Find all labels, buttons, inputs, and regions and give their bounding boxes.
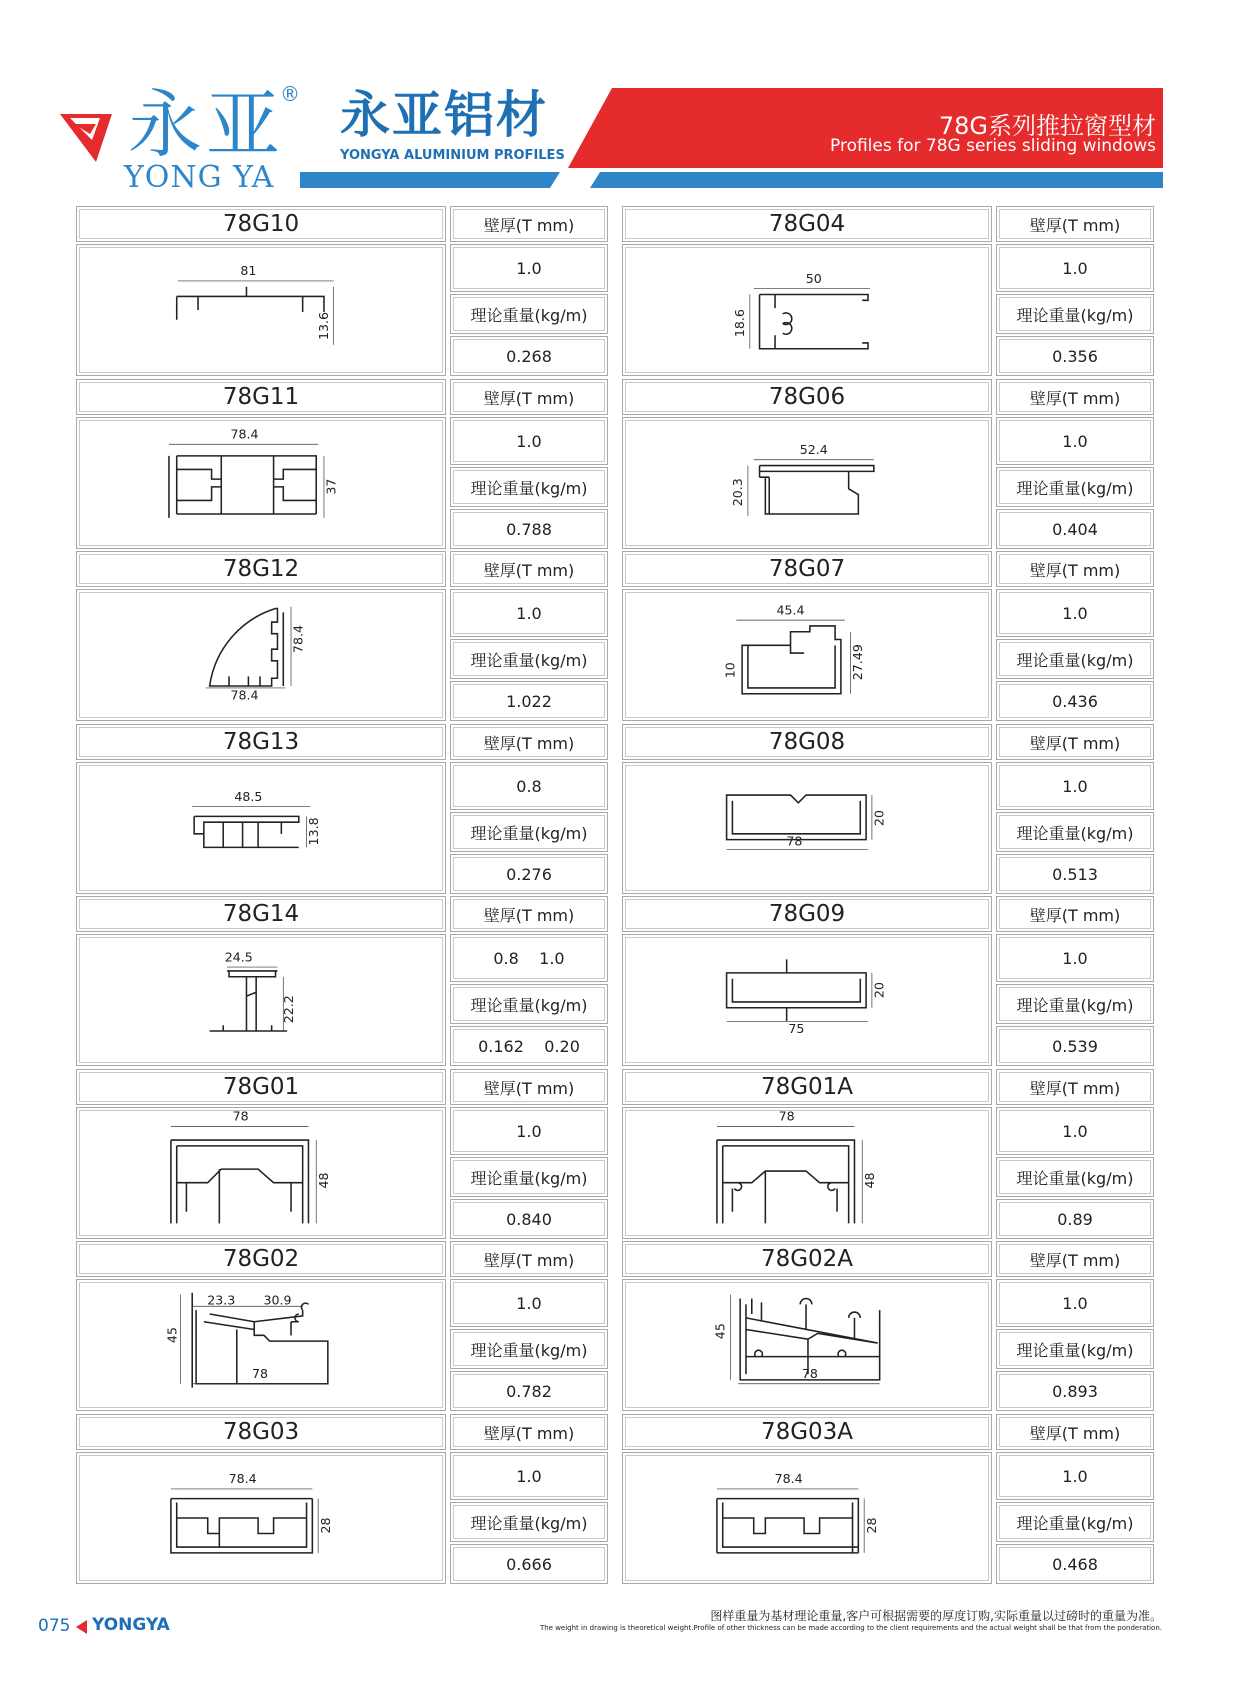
thickness-value-cell — [450, 1107, 608, 1155]
dimension-label: 48 — [861, 1172, 877, 1189]
profile-code-cell — [76, 724, 446, 760]
dimension-label: 78 — [801, 1365, 818, 1381]
profile-code-cell — [76, 206, 446, 242]
thickness-value: 1.0 — [516, 603, 542, 623]
profile-drawing-cell — [76, 1107, 446, 1239]
weight-value-cell — [996, 1026, 1154, 1066]
thickness-value-cell — [450, 589, 608, 637]
dimension-label: 48.5 — [234, 788, 263, 804]
weight-value: 0.268 — [506, 346, 552, 366]
thickness-value: 1.0 — [1062, 948, 1088, 968]
weight-value: 1.022 — [506, 691, 552, 711]
profile-section-drawing — [626, 938, 988, 1062]
dimension-label: 30.9 — [263, 1292, 292, 1308]
thickness-label-cell — [450, 379, 608, 415]
dimension-label: 81 — [240, 263, 257, 279]
weight-label-cell — [996, 1157, 1154, 1197]
weight-label: 理论重量(kg/m) — [1016, 305, 1134, 325]
thickness-value: 1.0 — [1062, 776, 1088, 796]
weight-label: 理论重量(kg/m) — [1016, 823, 1134, 843]
profile-section-drawing — [626, 766, 988, 890]
thickness-label-cell — [450, 1069, 608, 1105]
dimension-label: 78.4 — [290, 625, 306, 654]
thickness-label-cell — [996, 1414, 1154, 1450]
weight-label: 理论重量(kg/m) — [470, 1513, 588, 1533]
profile-code-cell — [76, 1069, 446, 1105]
thickness-value: 0.8 1.0 — [493, 948, 565, 968]
weight-label-cell — [450, 812, 608, 852]
weight-value-cell — [450, 681, 608, 721]
thickness-value-cell — [996, 244, 1154, 292]
thickness-label-cell — [996, 1241, 1154, 1277]
weight-value: 0.468 — [1052, 1554, 1098, 1574]
weight-value-cell — [996, 854, 1154, 894]
weight-value: 0.513 — [1052, 864, 1098, 884]
thickness-value-cell — [450, 934, 608, 982]
weight-label: 理论重量(kg/m) — [1016, 1168, 1134, 1188]
thickness-value: 1.0 — [516, 258, 542, 278]
thickness-label: 壁厚(T mm) — [1029, 215, 1121, 235]
series-title-en: Profiles for 78G series sliding windows — [830, 136, 1156, 156]
profile-code-cell — [76, 1414, 446, 1450]
dimension-label: 23.3 — [207, 1292, 236, 1308]
weight-label: 理论重量(kg/m) — [1016, 478, 1134, 498]
thickness-value: 1.0 — [1062, 1121, 1088, 1141]
profile-code: 78G10 — [222, 211, 300, 237]
thickness-label: 壁厚(T mm) — [1029, 1423, 1121, 1443]
thickness-value-cell — [450, 244, 608, 292]
profile-section-drawing — [626, 248, 988, 372]
dimension-label: 78 — [778, 1111, 795, 1124]
thickness-value: 1.0 — [1062, 431, 1088, 451]
thickness-value-cell — [450, 1452, 608, 1500]
weight-value: 0.356 — [1052, 346, 1098, 366]
weight-label-cell — [996, 467, 1154, 507]
dimension-label: 45.4 — [776, 602, 805, 618]
dimension-label: 28 — [863, 1517, 879, 1534]
profile-code: 78G14 — [222, 901, 300, 927]
thickness-label: 壁厚(T mm) — [483, 215, 575, 235]
profile-drawing-cell — [76, 589, 446, 721]
weight-label-cell — [450, 984, 608, 1024]
profile-drawing-cell — [622, 1107, 992, 1239]
weight-value-cell — [450, 509, 608, 549]
thickness-label: 壁厚(T mm) — [483, 905, 575, 925]
profile-code-cell — [76, 379, 446, 415]
page-number: 075 — [38, 1616, 71, 1636]
dimension-label: 45 — [712, 1323, 728, 1340]
thickness-label-cell — [450, 1241, 608, 1277]
weight-value-cell — [996, 509, 1154, 549]
weight-value-cell — [996, 336, 1154, 376]
profile-code-cell — [622, 1241, 992, 1277]
profile-code: 78G12 — [222, 556, 300, 582]
weight-label: 理论重量(kg/m) — [470, 305, 588, 325]
thickness-label-cell — [996, 724, 1154, 760]
weight-value-cell — [450, 1371, 608, 1411]
profile-section-drawing — [80, 766, 442, 890]
weight-value: 0.539 — [1052, 1036, 1098, 1056]
weight-label-cell — [996, 984, 1154, 1024]
thickness-label: 壁厚(T mm) — [1029, 905, 1121, 925]
thickness-label: 壁厚(T mm) — [483, 1423, 575, 1443]
thickness-label-cell — [450, 896, 608, 932]
profile-section-drawing — [626, 1111, 988, 1235]
thickness-label-cell — [996, 1069, 1154, 1105]
thickness-label: 壁厚(T mm) — [483, 733, 575, 753]
profile-code-cell — [622, 379, 992, 415]
dimension-label: 20 — [871, 982, 887, 999]
dimension-label: 10 — [722, 662, 738, 679]
profile-section-drawing — [80, 938, 442, 1062]
thickness-value: 1.0 — [1062, 258, 1088, 278]
weight-value: 0.893 — [1052, 1381, 1098, 1401]
dimension-label: 20.3 — [730, 478, 746, 507]
profile-code-cell — [622, 1414, 992, 1450]
thickness-value-cell — [450, 1279, 608, 1327]
thickness-value-cell — [450, 417, 608, 465]
profile-code: 78G13 — [222, 729, 300, 755]
weight-value: 0.436 — [1052, 691, 1098, 711]
weight-value-cell — [450, 1026, 608, 1066]
weight-value: 0.840 — [506, 1209, 552, 1229]
dimension-label: 37 — [323, 478, 339, 495]
thickness-value-cell — [450, 762, 608, 810]
brand-title-cn: 永亚铝材 — [340, 86, 548, 144]
weight-value: 0.788 — [506, 519, 552, 539]
weight-value-cell — [996, 1371, 1154, 1411]
dimension-label: 75 — [788, 1020, 805, 1036]
profile-code: 78G02A — [760, 1246, 854, 1272]
weight-label: 理论重量(kg/m) — [470, 823, 588, 843]
profile-section-drawing — [80, 1283, 442, 1407]
weight-note-en: The weight in drawing is theoretical weight.Profile of other thickness can be made according to the client requirements and the actual weight shall be that from the ponderation. — [539, 1624, 1162, 1632]
profile-code-cell — [622, 724, 992, 760]
profile-section-drawing — [626, 593, 988, 717]
thickness-value: 0.8 — [516, 776, 542, 796]
profile-section-drawing — [80, 421, 442, 545]
thickness-label: 壁厚(T mm) — [1029, 1078, 1121, 1098]
weight-label-cell — [996, 1502, 1154, 1542]
profile-drawing-cell — [622, 417, 992, 549]
thickness-value-cell — [996, 1107, 1154, 1155]
thickness-value: 1.0 — [516, 1121, 542, 1141]
profile-section-drawing — [626, 1456, 988, 1580]
weight-value: 0.276 — [506, 864, 552, 884]
weight-label: 理论重量(kg/m) — [470, 1340, 588, 1360]
weight-label: 理论重量(kg/m) — [470, 650, 588, 670]
weight-label: 理论重量(kg/m) — [1016, 995, 1134, 1015]
thickness-value: 1.0 — [516, 1466, 542, 1486]
profile-drawing-cell — [622, 1452, 992, 1584]
profile-drawing-cell — [76, 417, 446, 549]
thickness-label: 壁厚(T mm) — [483, 388, 575, 408]
dimension-label: 22.2 — [280, 995, 296, 1024]
thickness-label: 壁厚(T mm) — [483, 1078, 575, 1098]
weight-label-cell — [450, 467, 608, 507]
thickness-label: 壁厚(T mm) — [483, 1250, 575, 1270]
weight-value: 0.782 — [506, 1381, 552, 1401]
arrow-left-icon — [76, 1620, 87, 1634]
thickness-label: 壁厚(T mm) — [1029, 560, 1121, 580]
thickness-value-cell — [996, 934, 1154, 982]
thickness-value: 1.0 — [1062, 1466, 1088, 1486]
weight-value: 0.666 — [506, 1554, 552, 1574]
footer-brand: YONGYA — [92, 1615, 170, 1635]
weight-note-cn: 图样重量为基材理论重量,客户可根据需要的厚度订购,实际重量以过磅时的重量为准。 — [710, 1609, 1162, 1623]
thickness-value-cell — [996, 417, 1154, 465]
dimension-label: 78 — [786, 833, 803, 849]
profile-drawing-cell — [76, 934, 446, 1066]
profile-code: 78G07 — [768, 556, 846, 582]
profile-code: 78G02 — [222, 1246, 300, 1272]
logo-text-cn: 永亚 — [128, 82, 284, 168]
page-header — [0, 0, 1242, 200]
dimension-label: 13.8 — [306, 817, 322, 846]
profile-drawing-cell — [622, 934, 992, 1066]
profile-drawing-cell — [76, 1452, 446, 1584]
weight-label-cell — [450, 1157, 608, 1197]
profile-code: 78G11 — [222, 384, 300, 410]
profile-code: 78G03 — [222, 1419, 300, 1445]
thickness-label-cell — [996, 206, 1154, 242]
dimension-label: 48 — [315, 1172, 331, 1189]
profile-code-cell — [76, 1241, 446, 1277]
weight-label: 理论重量(kg/m) — [470, 995, 588, 1015]
weight-label-cell — [450, 294, 608, 334]
dimension-label: 52.4 — [799, 441, 828, 457]
weight-label-cell — [996, 294, 1154, 334]
weight-label-cell — [450, 1329, 608, 1369]
weight-value: 0.89 — [1057, 1209, 1093, 1229]
weight-label: 理论重量(kg/m) — [470, 1168, 588, 1188]
profile-drawing-cell — [76, 244, 446, 376]
dimension-label: 27.49 — [850, 644, 866, 681]
thickness-value: 1.0 — [1062, 1293, 1088, 1313]
thickness-label: 壁厚(T mm) — [1029, 733, 1121, 753]
thickness-label-cell — [996, 896, 1154, 932]
weight-value-cell — [450, 1544, 608, 1584]
thickness-label: 壁厚(T mm) — [1029, 1250, 1121, 1270]
weight-value-cell — [996, 1544, 1154, 1584]
thickness-label-cell — [450, 724, 608, 760]
thickness-value-cell — [996, 1452, 1154, 1500]
thickness-value: 1.0 — [516, 1293, 542, 1313]
profile-code-cell — [622, 896, 992, 932]
weight-value: 0.162 0.20 — [478, 1036, 580, 1056]
profile-code: 78G01A — [760, 1074, 854, 1100]
weight-label: 理论重量(kg/m) — [1016, 650, 1134, 670]
dimension-label: 13.6 — [315, 312, 331, 341]
dimension-label: 28 — [317, 1517, 333, 1534]
profile-code-cell — [622, 206, 992, 242]
profile-section-drawing — [80, 1456, 442, 1580]
profile-code: 78G01 — [222, 1074, 300, 1100]
dimension-label: 78 — [252, 1365, 269, 1381]
dimension-label: 78.4 — [774, 1471, 803, 1487]
weight-value-cell — [450, 854, 608, 894]
profile-section-drawing — [626, 421, 988, 545]
profile-drawing-cell — [622, 1279, 992, 1411]
dimension-label: 78.4 — [230, 426, 259, 442]
profile-section-drawing — [80, 248, 442, 372]
weight-label: 理论重量(kg/m) — [470, 478, 588, 498]
weight-label-cell — [996, 639, 1154, 679]
profile-code-cell — [622, 1069, 992, 1105]
profile-section-drawing — [80, 1111, 442, 1235]
thickness-label: 壁厚(T mm) — [1029, 388, 1121, 408]
profile-code: 78G08 — [768, 729, 846, 755]
weight-value-cell — [996, 681, 1154, 721]
profile-section-drawing — [80, 593, 442, 717]
weight-label: 理论重量(kg/m) — [1016, 1340, 1134, 1360]
weight-value: 0.404 — [1052, 519, 1098, 539]
dimension-label: 20 — [871, 810, 887, 827]
profile-code: 78G04 — [768, 211, 846, 237]
thickness-label: 壁厚(T mm) — [483, 560, 575, 580]
profile-drawing-cell — [622, 762, 992, 894]
dimension-label: 45 — [164, 1327, 180, 1344]
thickness-label-cell — [450, 1414, 608, 1450]
logo-text-en: YONG YA — [124, 160, 275, 195]
profile-section-drawing — [626, 1283, 988, 1407]
registered-mark: ® — [280, 82, 300, 106]
profile-code-cell — [76, 551, 446, 587]
profile-code: 78G09 — [768, 901, 846, 927]
dimension-label: 78 — [232, 1111, 249, 1124]
weight-label-cell — [996, 1329, 1154, 1369]
profile-drawing-cell — [622, 244, 992, 376]
dimension-label: 18.6 — [732, 309, 748, 338]
thickness-value: 1.0 — [1062, 603, 1088, 623]
profile-code: 78G03A — [760, 1419, 854, 1445]
dimension-label: 78.4 — [230, 687, 259, 703]
profile-code-cell — [76, 896, 446, 932]
thickness-value: 1.0 — [516, 431, 542, 451]
weight-value-cell — [450, 336, 608, 376]
profile-code-cell — [622, 551, 992, 587]
thickness-label-cell — [450, 551, 608, 587]
thickness-label-cell — [996, 551, 1154, 587]
series-title-cn: 78G系列推拉窗型材 — [938, 112, 1156, 140]
thickness-label-cell — [996, 379, 1154, 415]
thickness-value-cell — [996, 589, 1154, 637]
profile-code: 78G06 — [768, 384, 846, 410]
profile-drawing-cell — [76, 762, 446, 894]
thickness-label-cell — [450, 206, 608, 242]
weight-label-cell — [450, 1502, 608, 1542]
weight-label-cell — [450, 639, 608, 679]
weight-value-cell — [996, 1199, 1154, 1239]
dimension-label: 24.5 — [224, 949, 253, 965]
thickness-value-cell — [996, 762, 1154, 810]
weight-label: 理论重量(kg/m) — [1016, 1513, 1134, 1533]
profile-drawing-cell — [622, 589, 992, 721]
dimension-label: 50 — [805, 270, 822, 286]
profile-drawing-cell — [76, 1279, 446, 1411]
thickness-value-cell — [996, 1279, 1154, 1327]
brand-title-en: YONGYA ALUMINIUM PROFILES — [340, 148, 565, 163]
weight-value-cell — [450, 1199, 608, 1239]
weight-label-cell — [996, 812, 1154, 852]
dimension-label: 78.4 — [228, 1471, 257, 1487]
